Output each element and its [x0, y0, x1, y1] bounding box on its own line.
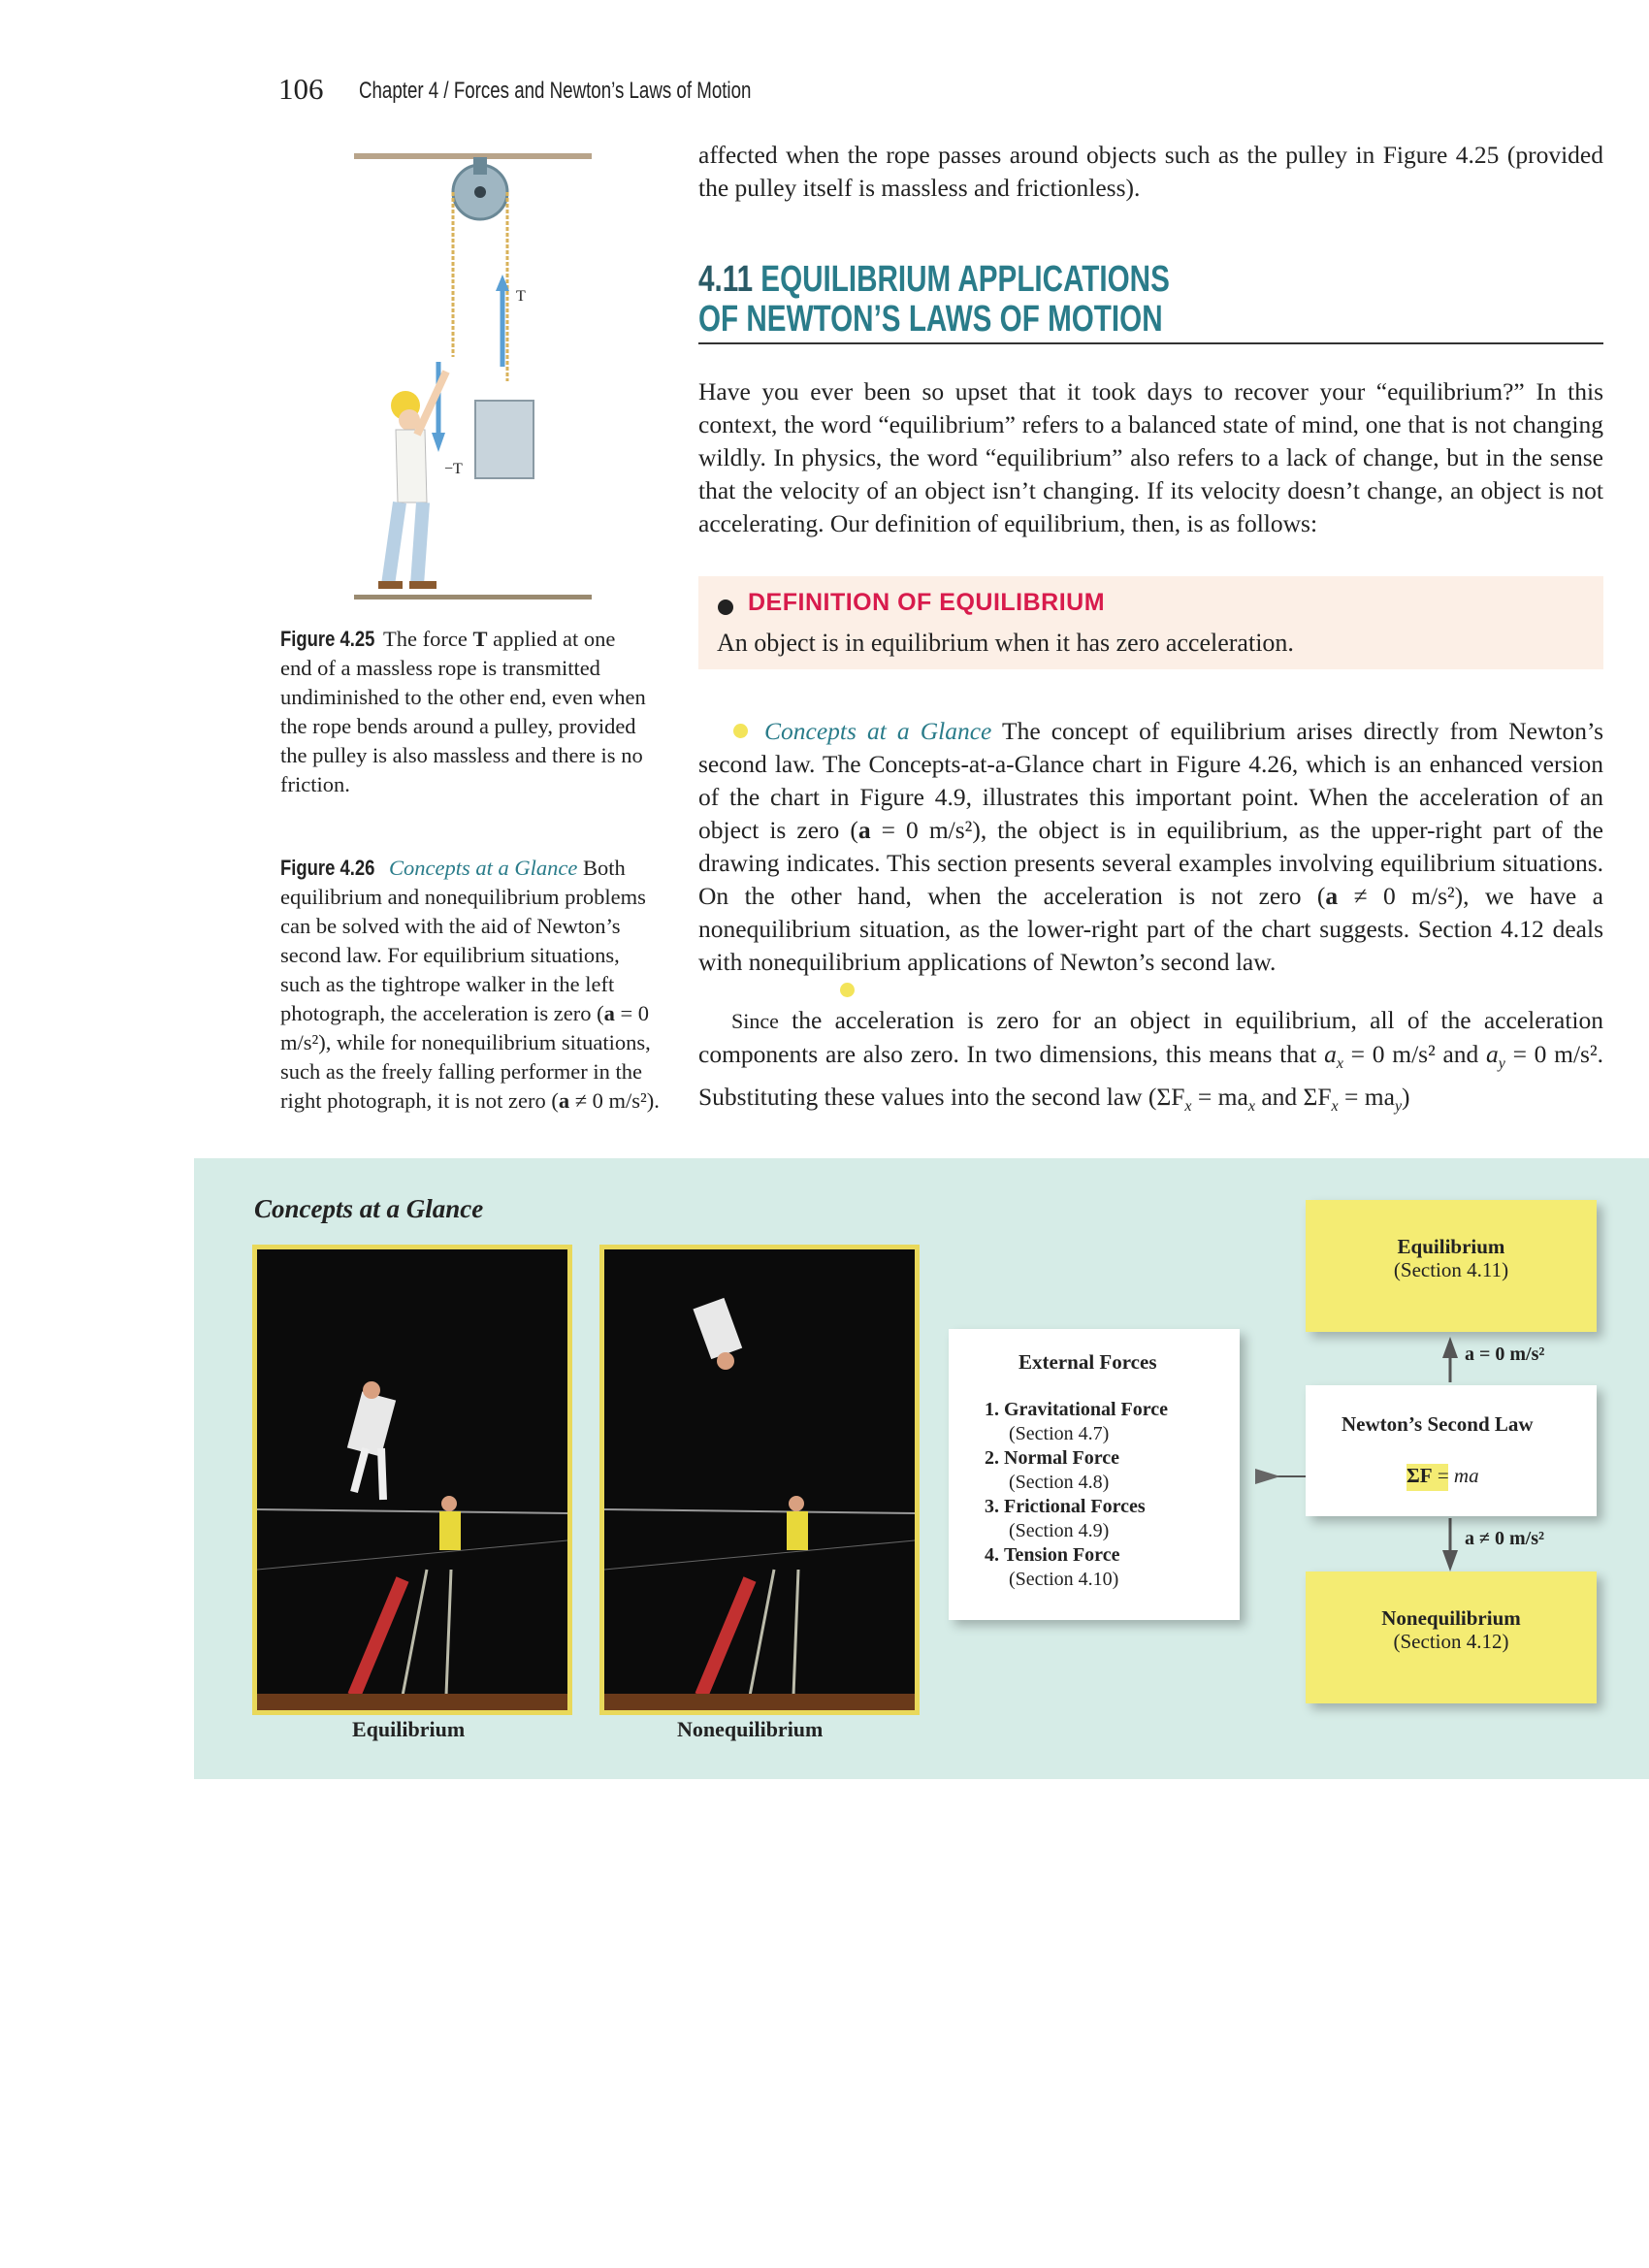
- concepts-end-bullet: [840, 983, 855, 997]
- neg-tension-arrowhead: [432, 433, 445, 452]
- force-item: [985, 1495, 1146, 1542]
- definition-title: DEFINITION OF EQUILIBRIUM: [748, 589, 1106, 616]
- floor: [354, 595, 592, 599]
- text-run: applied at one end of a massless rope is transmitted undiminished to the other end, even when the rope bends around a pulley, provided the pulley is also massless and there is no friction.: [280, 627, 646, 796]
- section-title-line1: EQUILIBRIUM APPLICATIONS: [760, 259, 1170, 300]
- sub: x: [1184, 1098, 1192, 1116]
- nonequilibrium-box: [1306, 1571, 1597, 1703]
- force-item: [985, 1398, 1168, 1445]
- bold-T: T: [472, 627, 488, 651]
- clown-head: [789, 1496, 804, 1511]
- page-number: 106: [278, 72, 324, 106]
- pulley-illustration: [349, 144, 597, 609]
- concepts-lead: Concepts at a Glance: [764, 717, 992, 745]
- sum-f: ΣF: [1406, 1464, 1433, 1487]
- item-section: (Section 4.8): [1009, 1471, 1110, 1493]
- section-rule: [698, 342, 1603, 344]
- worker-arm: [417, 372, 446, 435]
- text-run: The concept of equilibrium arises directly from Newton’s second law. The Concepts-at-a-Glance chart in Figure 4.26, which is an enhanced version of the chart in Figure 4.9, illustrates this important point. When the acceleration of an object is zero (: [698, 717, 1604, 844]
- item-number: 1.: [985, 1399, 999, 1420]
- text-run: ≠ 0 m/s²), we have a nonequilibrium situation, as the lower-right part of the chart suggests. Section 4.12 deals with nonequilibrium applications of Newton’s second law.: [698, 882, 1603, 976]
- var-a: a: [1324, 1040, 1337, 1068]
- item-name: Normal Force: [1004, 1447, 1120, 1469]
- item-number: 3.: [985, 1496, 999, 1517]
- bold-a: a: [603, 1001, 615, 1025]
- item-name: Tension Force: [1004, 1544, 1120, 1566]
- text-run: = 0 m/s²), while for nonequilibrium situations, such as the freely falling performer in the right photograph, it is not zero (: [280, 1001, 651, 1113]
- var-a: a: [1486, 1040, 1499, 1068]
- bold-a: a: [558, 1088, 570, 1113]
- bold-a: a: [857, 816, 871, 844]
- ceiling-beam: [354, 153, 592, 159]
- sub: x: [1336, 1055, 1343, 1073]
- performer-head: [717, 1352, 734, 1370]
- performer-legs: [354, 1448, 383, 1500]
- performer-body: [347, 1391, 396, 1456]
- ma: ma: [1453, 1464, 1479, 1487]
- running-header: Chapter 4 / Forces and Newton’s Laws of Motion: [359, 78, 752, 104]
- concepts-paragraph: [698, 715, 1603, 979]
- nonequilibrium-box-section: (Section 4.12): [1393, 1630, 1509, 1653]
- clown-body: [439, 1511, 461, 1550]
- text-run: and ΣF: [1254, 1083, 1332, 1112]
- pulley-axle: [474, 186, 486, 198]
- item-section: (Section 4.9): [1009, 1519, 1110, 1541]
- falling-photo-art: [604, 1249, 915, 1710]
- arrow-up-head: [1442, 1337, 1458, 1358]
- force-item: [985, 1543, 1119, 1591]
- figure-label: Figure 4.25: [280, 627, 375, 651]
- item-section: (Section 4.10): [1009, 1568, 1119, 1590]
- worker-shirt: [396, 430, 427, 502]
- equilibrium-photo-label: Equilibrium: [352, 1717, 466, 1741]
- text-run: = ma: [1191, 1083, 1248, 1112]
- stage-floor: [604, 1694, 915, 1710]
- sub: x: [1247, 1098, 1255, 1116]
- section-title-line2: OF NEWTON’S LAWS OF MOTION: [698, 299, 1163, 340]
- figure-4-26-caption: [280, 854, 661, 1116]
- tightrope: [257, 1509, 567, 1513]
- arrow-down-head: [1442, 1550, 1458, 1571]
- newton-box-title: Newton’s Second Law: [1342, 1412, 1534, 1436]
- equilibrium-box: [1306, 1200, 1597, 1332]
- equilibrium-box-section: (Section 4.11): [1393, 1258, 1509, 1281]
- force-item: [985, 1446, 1119, 1494]
- since-paragraph: [698, 1004, 1603, 1123]
- text-run: Both equilibrium and nonequilibrium problems can be solved with the aid of Newton’s second law. For equilibrium situations, such as the tightrope walker in the left photograph, the acceleration is zero (: [280, 856, 646, 1025]
- sub: x: [1331, 1098, 1339, 1116]
- text-run: ≠ 0 m/s²).: [569, 1088, 660, 1113]
- clown-head: [441, 1496, 457, 1511]
- caption-lead: Concepts at a Glance: [389, 856, 578, 880]
- bold-a: a: [1325, 882, 1339, 910]
- since-lead: Since: [731, 1009, 779, 1033]
- text-run: the acceleration is zero for an object in equilibrium, all of the acceleration components are also zero. In two dimensions, this means that: [698, 1006, 1603, 1068]
- nonequilibrium-photo-label: Nonequilibrium: [677, 1717, 824, 1741]
- item-name: Gravitational Force: [1004, 1399, 1169, 1420]
- equilibrium-box-title: Equilibrium: [1397, 1235, 1505, 1258]
- accel-nonzero-label: a ≠ 0 m/s²: [1465, 1528, 1544, 1549]
- sub: y: [1394, 1098, 1403, 1116]
- definition-text: An object is in equilibrium when it has zero acceleration.: [717, 629, 1294, 657]
- text-run: ): [1402, 1083, 1410, 1112]
- concepts-panel-title: Concepts at a Glance: [254, 1194, 484, 1223]
- ladder: [750, 1570, 798, 1696]
- performer-body: [693, 1298, 742, 1359]
- neg-tension-label: −T: [444, 461, 463, 477]
- concepts-start-bullet: [733, 724, 748, 738]
- item-name: Frictional Forces: [1004, 1496, 1146, 1517]
- external-forces-title: External Forces: [1018, 1350, 1157, 1374]
- arrow-tail-head: [1255, 1469, 1280, 1484]
- text-run: = 0 m/s²), the object is in equilibrium, as the upper-right part of the drawing indicates. This section presents several examples involving equilibrium situations. On the other hand, when the acceleration is not zero (: [698, 816, 1603, 910]
- accel-zero-label: a = 0 m/s²: [1465, 1344, 1545, 1365]
- equilibrium-paragraph: Have you ever been so upset that it took days to recover your “equilibrium?” In this context, the word “equilibrium” refers to a balanced state of mind, one that is not changing wildly. In physics, the word “equilibrium” also refers to a lack of change, but in the sense that the velocity of an object isn’t changing. If its velocity doesn’t change, an object is not accelerating. Our definition of equilibrium, then, is as follows:: [698, 377, 1603, 537]
- tightrope-photo-art: [257, 1249, 567, 1710]
- item-number: 4.: [985, 1544, 999, 1566]
- worker-legs: [388, 502, 423, 585]
- newton-equation: [1406, 1464, 1479, 1488]
- newton-second-law-box: [1306, 1385, 1597, 1516]
- text-run: The force: [377, 627, 473, 651]
- nonequilibrium-photo: [599, 1245, 920, 1715]
- pulley-mount: [473, 157, 487, 175]
- figure-label: Figure 4.26: [280, 856, 375, 880]
- definition-bullet: [718, 599, 733, 615]
- text-run: = 0 m/s². Substituting these values into the second law (ΣF: [698, 1040, 1604, 1112]
- intro-paragraph: affected when the rope passes around objects such as the pulley in Figure 4.25 (provided the pulley itself is massless and frictionless).: [698, 141, 1603, 202]
- section-heading: [698, 260, 1649, 340]
- tension-label: T: [516, 288, 526, 305]
- stage-floor: [257, 1694, 567, 1710]
- equals: =: [1432, 1464, 1454, 1487]
- ladder: [403, 1570, 451, 1696]
- equilibrium-photo: [252, 1245, 572, 1715]
- nonequilibrium-box-title: Nonequilibrium: [1381, 1606, 1521, 1630]
- red-ramp: [701, 1579, 750, 1696]
- hanging-block: [475, 401, 534, 478]
- section-number: 4.11: [698, 259, 754, 300]
- sub: y: [1498, 1055, 1505, 1073]
- item-section: (Section 4.7): [1009, 1422, 1110, 1444]
- guy-wire: [604, 1540, 915, 1570]
- text-run: = 0 m/s² and: [1342, 1040, 1486, 1068]
- text-run: = ma: [1338, 1083, 1395, 1112]
- item-number: 2.: [985, 1447, 999, 1469]
- figure-4-25-caption: [280, 625, 649, 799]
- clown-body: [787, 1511, 808, 1550]
- performer-head: [363, 1381, 380, 1399]
- tightrope: [604, 1509, 915, 1513]
- red-ramp: [354, 1579, 403, 1696]
- guy-wire: [257, 1540, 567, 1570]
